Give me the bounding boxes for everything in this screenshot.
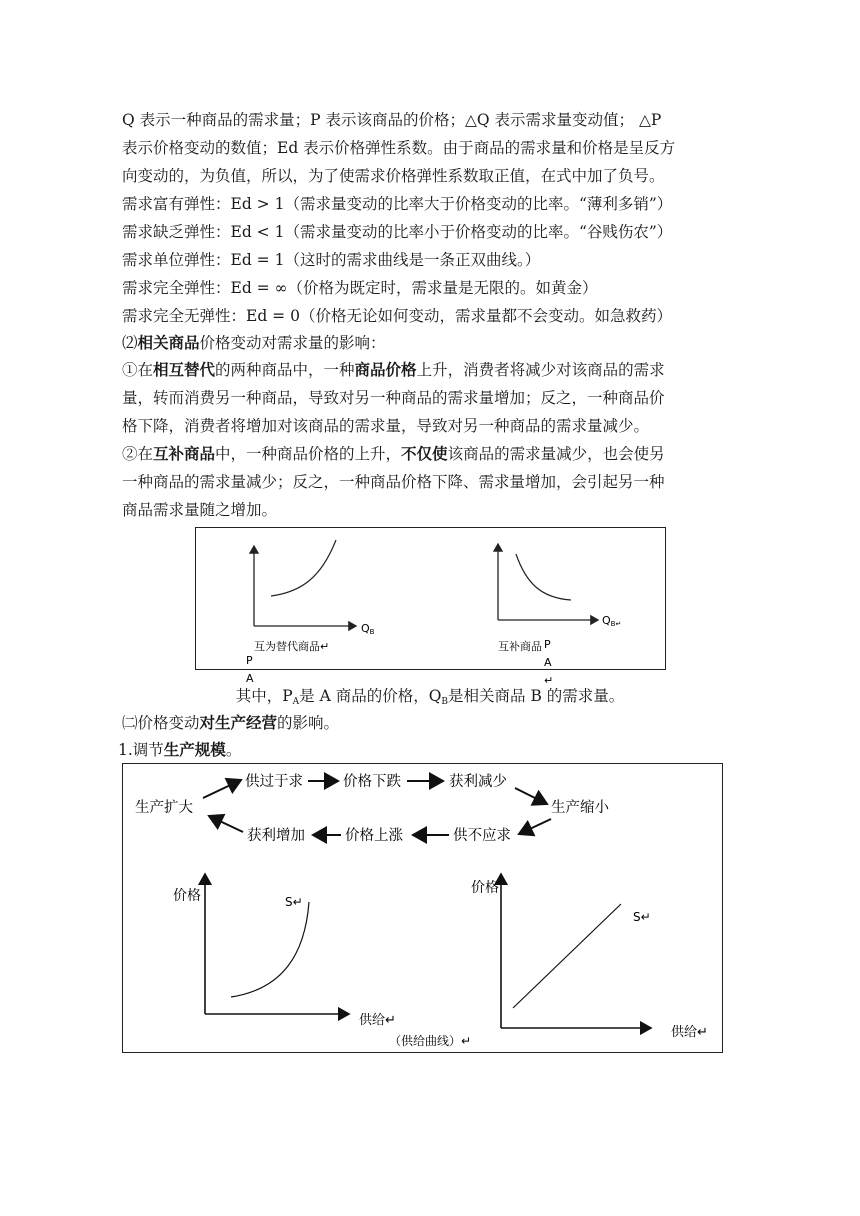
bold-span: 相互替代 — [153, 360, 216, 379]
cycle-profit-down: 获利减少 — [449, 774, 507, 790]
text-span: 的两种商品中，一种 — [215, 361, 355, 379]
elasticity-none: 需求完全无弹性：Ed = 0（价格无论如何变动，需求量都不会变动。如急救药） — [122, 307, 672, 325]
production-scale-figure — [122, 763, 723, 1053]
left-y-label: 价格 — [173, 888, 201, 904]
cycle-oversupply: 供过于求 — [245, 774, 303, 790]
right-y-label: 价格 — [471, 880, 499, 896]
text-span: 价格变动 — [137, 714, 200, 732]
related-goods-diagram — [196, 528, 665, 687]
elasticity-lack: 需求缺乏弹性：Ed < 1（需求量变动的比率小于价格变动的比率。“谷贱伤农”） — [122, 223, 673, 241]
text-span: 该商品的需求量减少，也会使另 — [447, 445, 665, 463]
arrow-expand-to-oversupply — [203, 780, 241, 798]
right-y-label: P A ↵ — [544, 638, 554, 687]
text-span: 1.调节 — [118, 741, 164, 759]
production-subheading — [118, 737, 241, 763]
substitute-line-2: 量，转而消费另一种商品，导致对另一种商品的需求量增加；反之，一种商品价 — [122, 389, 665, 407]
elasticity-rich: 需求富有弹性：Ed > 1（需求量变动的比率大于价格变动的比率。“薄利多销”） — [122, 195, 673, 213]
left-curve-label: S↵ — [285, 895, 303, 909]
related-goods-heading — [122, 330, 386, 356]
production-heading — [122, 710, 339, 736]
cycle-profit-up: 获利增加 — [247, 828, 305, 844]
bold-span: 互补商品 — [153, 444, 216, 463]
elasticity-unit: 需求单位弹性：Ed = 1（这时的需求曲线是一条正双曲线。） — [122, 251, 541, 269]
complement-line-2: 一种商品的需求量减少；反之，一种商品价格下降、需求量增加，会引起另一种 — [122, 473, 665, 491]
arrow-profit-up-to-expand — [209, 816, 243, 832]
cycle-price-down: 价格下跌 — [343, 774, 401, 790]
paragraph-line-3: 向变动的，为负值，所以，为了使需求价格弹性系数取正值，在式中加了负号。 — [122, 167, 665, 185]
text-span: 其中，P — [235, 687, 293, 705]
paragraph-line-1: Q 表示一种商品的需求量；P 表示该商品的价格；△Q 表示需求量变动值； △P — [122, 111, 662, 129]
complement-curve — [516, 554, 571, 600]
bold-span: 生产规模 — [163, 740, 226, 759]
heading-rest: 价格变动对需求量的影响： — [199, 334, 386, 352]
related-goods-figure — [195, 527, 666, 687]
left-x-label: QB — [361, 622, 375, 636]
substitute-curve — [271, 540, 336, 596]
left-y-label: P A — [246, 654, 254, 685]
bold-span: 商品价格 — [354, 360, 417, 379]
subscript: A — [292, 697, 300, 707]
complement-line-1 — [122, 441, 665, 467]
right-x-label: QB↵ — [602, 614, 622, 628]
text-span: 。 — [225, 741, 242, 759]
heading-number: ⑵ — [122, 334, 138, 352]
cycle-shrink: 生产缩小 — [551, 800, 609, 816]
arrow-shrink-to-shortage — [519, 819, 551, 834]
figure1-caption — [0, 684, 860, 707]
arrow-profit-down-to-shrink — [515, 788, 547, 804]
cycle-shortage: 供不应求 — [453, 828, 511, 844]
heading-number: ㈡ — [122, 714, 138, 732]
heading-bold: 相关商品 — [137, 333, 200, 352]
left-caption: 互为替代商品↵ — [254, 640, 330, 653]
paragraph-line-2: 表示价格变动的数值；Ed 表示价格弹性系数。由于商品的需求量和价格是呈反方 — [122, 139, 676, 157]
substitute-line-3: 格下降，消费者将增加对该商品的需求量，导致对另一种商品的需求量减少。 — [122, 417, 650, 435]
text-span: 的影响。 — [277, 714, 340, 732]
text-span: 中，一种商品价格的上升， — [215, 445, 402, 463]
text-span: ②在 — [122, 445, 154, 463]
bold-span: 对生产经营 — [199, 713, 278, 732]
supply-curve-caption: （供给曲线）↵ — [389, 1034, 472, 1048]
right-caption: 互补商品 — [498, 640, 542, 653]
cycle-price-up: 价格上涨 — [345, 828, 403, 844]
production-scale-diagram — [123, 764, 722, 1052]
left-x-label: 供给↵ — [359, 1013, 396, 1028]
elasticity-perfect: 需求完全弹性：Ed = ∞（价格为既定时，需求量是无限的。如黄金） — [122, 279, 598, 297]
text-span: 是 A 商品的价格，Q — [299, 687, 442, 705]
right-x-label: 供给↵ — [671, 1025, 708, 1040]
complement-line-3: 商品需求量随之增加。 — [122, 501, 278, 519]
left-supply-curve — [231, 902, 309, 997]
cycle-expand: 生产扩大 — [135, 800, 193, 816]
right-supply-line — [513, 904, 621, 1008]
text-span: 是相关商品 B 的需求量。 — [448, 687, 625, 705]
text-span: 上升，消费者将减少对该商品的需求 — [416, 361, 665, 379]
substitute-line-1 — [122, 357, 665, 383]
bold-span: 不仅使 — [401, 444, 448, 463]
text-span: ①在 — [122, 361, 154, 379]
right-curve-label: S↵ — [633, 910, 651, 924]
subscript: B — [441, 697, 449, 707]
